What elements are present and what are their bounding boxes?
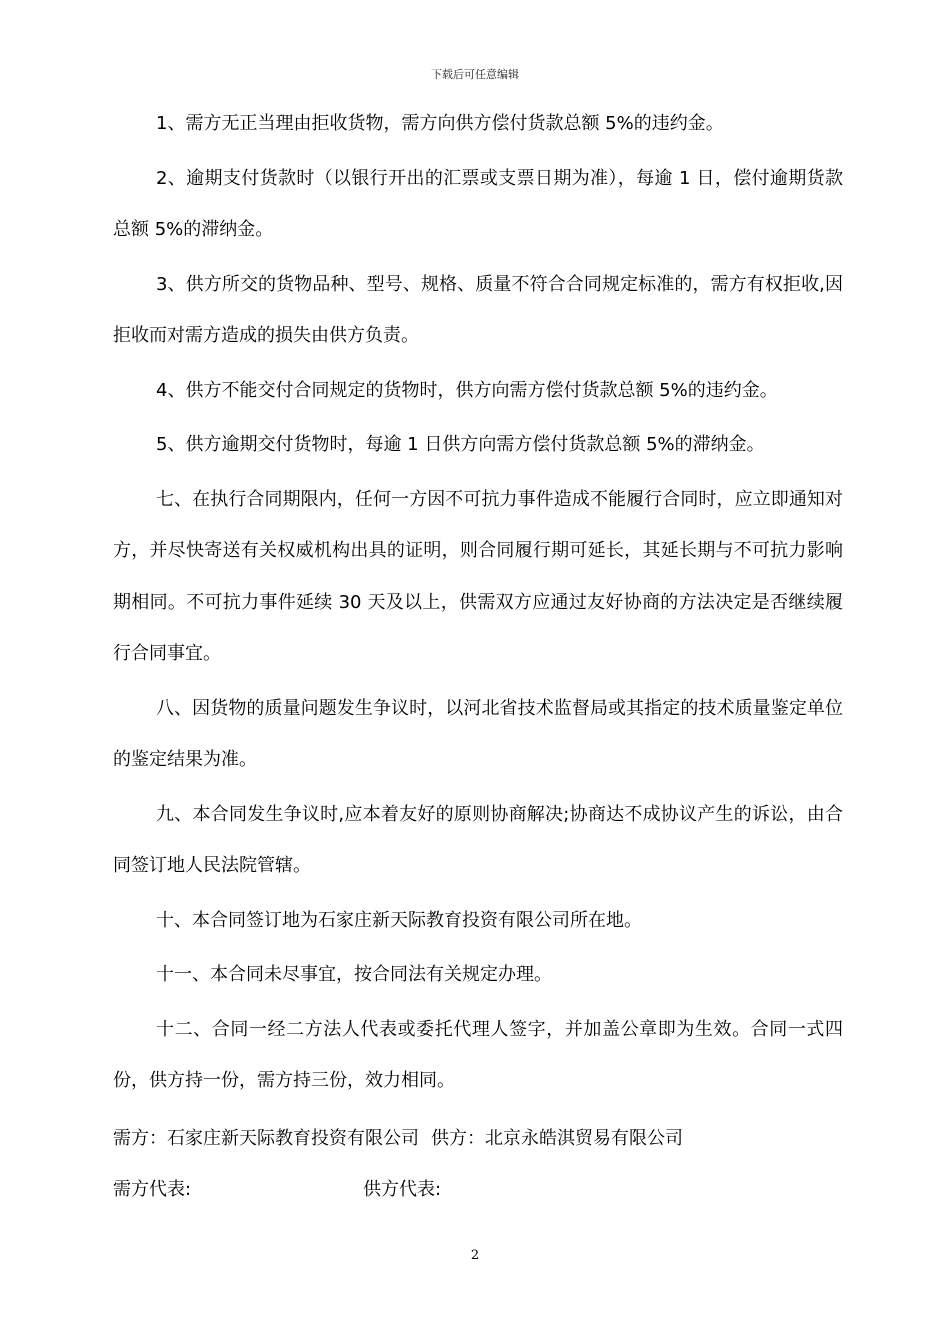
signature-block (113, 1118, 843, 1220)
clause-quality-dispute: 八、因货物的质量问题发生争议时，以河北省技术监督局或其指定的技术质量鉴定单位的鉴定结果为准。 (113, 697, 843, 770)
clause-dispute-resolution: 九、本合同发生争议时,应本着友好的原则协商解决;协商达不成协议产生的诉讼，由合同签订地人民法院管辖。 (113, 803, 843, 876)
parties-line (113, 1118, 843, 1169)
buyer-representative-label: 需方代表: (113, 1179, 192, 1200)
clause-2: 2、逾期支付货款时（以银行开出的汇票或支票日期为准），每逾 1 日，偿付逾期货款总额 5%的滞纳金。 (113, 167, 843, 240)
clause-signing-place: 十、本合同签订地为石家庄新天际教育投资有限公司所在地。 (156, 909, 642, 931)
clause-unresolved-matters: 十一、本合同未尽事宜，按合同法有关规定办理。 (156, 964, 552, 985)
clause-effectiveness: 十二、合同一经二方法人代表或委托代理人签字，并加盖公章即为生效。合同一式四份，供方持一份，需方持三份，效力相同。 (113, 1018, 843, 1091)
clause-3: 3、供方所交的货物品种、型号、规格、质量不符合合同规定标准的，需方有权拒收,因拒收而对需方造成的损失由供方负责。 (113, 273, 843, 346)
clause-5: 5、供方逾期交付货物时，每逾 1 日供方向需方偿付货款总额 5%的滞纳金。 (156, 434, 765, 455)
supplier-name: 供方：北京永皓淇贸易有限公司 (431, 1128, 683, 1149)
supplier-representative-label: 供方代表: (363, 1179, 442, 1200)
representatives-line (113, 1169, 843, 1220)
header-note: 下载后可任意编辑 (431, 68, 519, 81)
buyer-name: 需方：石家庄新天际教育投资有限公司 (113, 1128, 419, 1149)
clause-force-majeure: 七、在执行合同期限内，任何一方因不可抗力事件造成不能履行合同时，应立即通知对方，并尽快寄送有关权威机构出具的证明，则合同履行期可延长，其延长期与不可抗力影响期相同。不可抗力事件延续 30 天及以上，供需双方应通过友好协商的方法决定是否继续履行合同事宜。 (113, 488, 843, 664)
page-number: 2 (470, 1248, 480, 1263)
clause-4: 4、供方不能交付合同规定的货物时，供方向需方偿付货款总额 5%的违约金。 (156, 379, 778, 401)
clause-1: 1、需方无正当理由拒收货物，需方向供方偿付货款总额 5%的违约金。 (156, 113, 724, 134)
contract-clauses (113, 98, 843, 1110)
